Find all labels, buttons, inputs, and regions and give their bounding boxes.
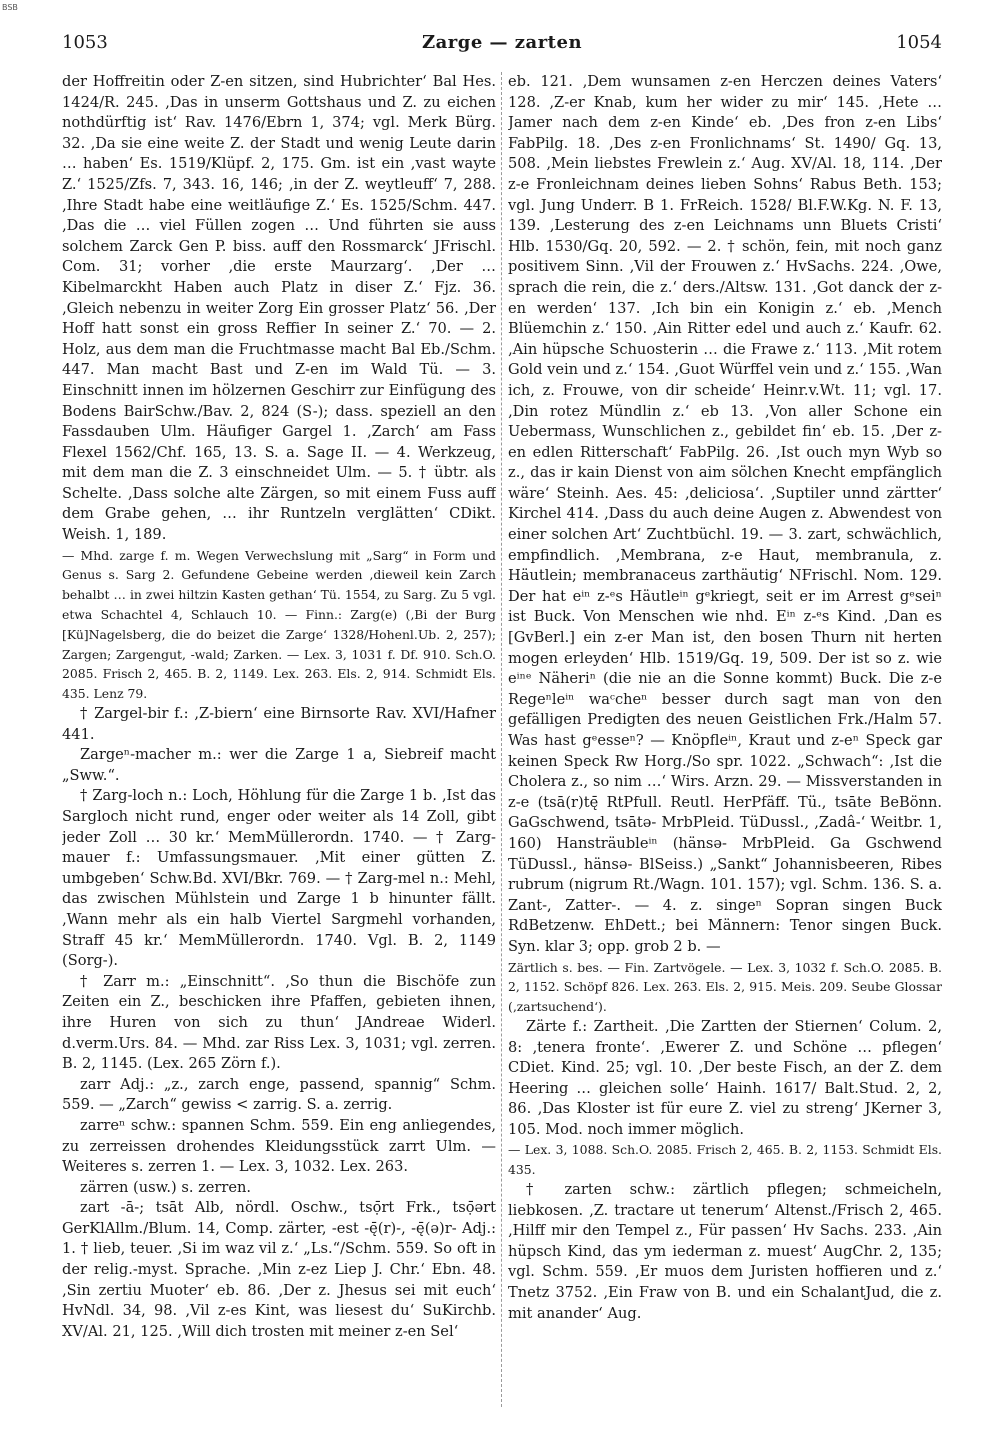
column-divider	[501, 72, 502, 1407]
etymology-note-zart: Zärtlich s. bes. — Fin. Zartvögele. — Lex. 3, 1032 f. Sch.O. 2085. B. 2, 1152. Schöpf 826. Lex. 263. Els. 2, 915. Meis. 209. Seube Glossar (‚zartsuchend‘).	[508, 959, 942, 1015]
entry-zargen-macher: Zargeⁿ-macher m.: wer die Zarge 1 a, Siebreif macht „Sww.“.	[62, 746, 496, 784]
entry-zarg-loch: † Zarg-loch n.: Loch, Höhlung für die Zarge 1 b. ‚Ist das Sargloch nicht rund, enger oder weiter als 14 Zoll, gibt jeder Zoll … 30 kr.‘ MemMüllerordn. 1740. — † Zarg-mauer f.: Umfassungsmauer. ‚Mit einer gütten Z. umbgeben‘ Schw.Bd. XVI/Bkr. 769. — † Zarg-mel n.: Mehl, das zwischen Mühlstein und Zarge 1 b hinunter fällt. ‚Wann mehr als ein halb Viertel Sargmehl vorhanden, Straff 45 kr.‘ MemMüllerordn. 1740. Vgl. B. 2, 1149 (Sorg-).	[62, 787, 496, 970]
entry-zarr-noun: † Zarr m.: „Einschnitt“. ‚So thun die Bischöfe zun Zeiten ein Z., beschicken ihre Pfaffen, gebieten ihnen, ihre Huren von sich zu thun‘ JAndreae Widerl. d.verm.Urs. 84. — Mhd. zar Riss Lex. 3, 1031; vgl. zerren. B. 2, 1145. (Lex. 265 Zörn f.).	[62, 972, 496, 1073]
right-column	[508, 72, 942, 1412]
entry-zaerren: zärren (usw.) s. zerren.	[80, 1178, 252, 1196]
entry-zargel-bir: † Zargel-bir f.: ‚Z-biern‘ eine Birnsorte Rav. XVI/Hafner 441.	[62, 705, 496, 743]
entry-zarge-continued: der Hoffreitin oder Z-en sitzen, sind Hubrichter‘ Bal Hes. 1424/R. 245. ‚Das in unserm Gottshaus und Z. zu eichen nothdürftig ist‘ Rav. 1476/Ebrn 1, 374; vgl. Merk Bürg. 32. ‚Da sie eine weite Z. der Stadt und wenig Leute darin … haben‘ Es. 1519/Klüpf. 2, 175. Gm. ist ein ‚vast wayte Z.‘ 1525/Zfs. 7, 343. 16, 146; ‚in der Z. weytleuff‘ 7, 288. ‚Ihre Stadt habe eine weitläufige Z.‘ Es. 1525/Schm. 447. ‚Das die … viel Füllen zogen … Und führten sie auss solchem Zarck Gen P. biss. auff den Rossmarck‘ JFrischl. Com. 31; vorher ‚die erste Maurzarg‘. ‚Der … Kibelmarckht Haben auch Platz in diser Z.‘ Fjz. 36. ‚Gleich nebenzu in weiter Zorg Ein grosser Platz‘ 56. ‚Der Hoff hatt sonst ein gross Reffier In seiner Z.‘ 70. — 2. Holz, aus dem man die Fruchtmasse macht Bal Eb./Schm. 447. Man macht Bast und Z-en im Wald Tü. — 3. Einschnitt innen im hölzernen Geschirr zur Einfügung des Bodens BairSchw./Bav. 2, 824 (S-); dass. speziell an den Fassdauben Ulm. Häufiger Gargel 1. ‚Zarch‘ am Fass Flexel 1562/Chf. 165, 13. S. a. Sage II. — 4. Werkzeug, mit dem man die Z. 3 einschneidet Ulm. — 5. † übtr. als Schelte. ‚Dass solche alte Zärgen, so mit einem Fuss auff dem Grabe gehen, … ihr Runtzeln verglätten‘ CDikt. Weish. 1, 189.	[62, 73, 496, 544]
entry-zart: zart -ā-; tsāt Alb, nördl. Oschw., tsọ̄rt Frk., tsọ̄ərt GerKlAllm./Blum. 14, Comp. zärter, -est -ę̄(r)-, -ę̄(ə)r- Adj.: 1. † lieb, teuer. ‚Si im waz vil z.‘ „Ls.“/Schm. 559. So oft in der relig.-myst. Sprache. ‚Min z-ez Liep J. Chr.‘ Ebn. 48. ‚Sin zertiu Muoter‘ eb. 86. ‚Der z. Jhesus sei mit euch‘ HvNdl. 34, 98. ‚Vil z-es Kint, was liesest du‘ SuKirchb. XV/Al. 21, 125. ‚Will dich trosten mit meiner z-en Sel‘	[62, 1199, 496, 1340]
left-column	[62, 72, 496, 1412]
entry-zart-continued: eb. 121. ‚Dem wunsamen z-en Herczen deines Vaters‘ 128. ‚Z-er Knab, kum her wider zu mir‘ 145. ‚Hete … Jamer nach dem z-en Kinde‘ eb. ‚Des fron z-en Libs‘ FabPilg. 18. ‚Des z-en Fronlichnams‘ St. 1490/ Gq. 13, 508. ‚Mein liebstes Frewlein z.‘ Aug. XV/Al. 18, 114. ‚Der z-e Fronleichnam deines lieben Sohns‘ Rabus Beth. 153; vgl. Jung Underr. B 1. FrReich. 1528/ Bl.F.W.Kg. N. F. 13, 139. ‚Lesterung des z-en Leichnams unn Bluets Cristi‘ Hlb. 1530/Gq. 20, 592. — 2. † schön, fein, mit noch ganz positivem Sinn. ‚Vil der Frouwen z.‘ HvSachs. 224. ‚Owe, sprach die rein, die z.‘ ders./Altsw. 131. ‚Got danck der z-en werden‘ 137. ‚Ich bin ein Konigin z.‘ eb. ‚Mench Blüemchin z.‘ 150. ‚Ain Ritter edel und auch z.‘ Kaufr. 62. ‚Ain hüpsche Schuosterin … die Frawe z.‘ 113. ‚Mit rotem Gold vein und z.‘ 154. ‚Guot Würffel vein und z.‘ 155. ‚Wan ich, z. Frouwe, von dir scheide‘ Heinr.v.Wt. 11; vgl. 17. ‚Din rotez Mündlin z.‘ eb 13. ‚Von aller Schone ein Uebermass, Wunschlichen z., gebildet fin‘ eb. 15. ‚Der z-en edlen Ritterschaft‘ FabPilg. 26. ‚Ist ouch myn Wyb so z., das ir kain Dienst von aim sölchen Knecht empfänglich wäre‘ Steinh. Aes. 45: ‚deliciosa‘. ‚Suptiler unnd zärtter‘ Kirchel 414. ‚Dass du auch deine Augen z. Abwendest von einer solchen Art‘ Zuchtbüchl. 19. — 3. zart, schwächlich, empfindlich. ‚Membrana, z-e Haut, membranula, z. Häutlein; membranaceus zarthäutig‘ NFrischl. Nom. 129. Der hat eⁱⁿ z-ᵉs Häutleⁱⁿ gᵉkriegt, seit er im Arrest gᵉseiⁿ ist Buck. Von Menschen wie nhd. Eⁱⁿ z-ᵉs Kind. ‚Dan es [GvBerl.] ein z-er Man ist, den bosen Thurn nit herten mogen erleyden‘ Hlb. 1519/Gq. 19, 509. Der ist so z. wie eⁱⁿᵉ Näheriⁿ (die nie an die Sonne kommt) Buck. Die z-e Regeⁿleⁱⁿ waᶜcheⁿ besser durch sagt man von den gefälligen Predigten des neuen Geistlichen Frk./Halm 57. Was hast gᵉesseⁿ? — Knöpfleⁱⁿ, Kraut und z-eⁿ Speck gar keinen Speck Rw Horg./So spr. 1022. „Schwach“: ‚Ist die Cholera z., so nim …‘ Wirs. Arzn. 29. — Missverstanden in z-e (tsā(r)tę̄ RtPfull. Reutl. HerPfäff. Tü., tsāte BeBönn. GaGschwend, tsātə- MrbPleid. TüDussl., ‚Zadâ-‘ Weitbr. 1, 160) Hansträubleⁱⁿ (hänsə- MrbPleid. Ga Gschwend TüDussl., hänsə- BlSeiss.) „Sankt“ Johannisbeeren, Ribes rubrum (nigrum Rt./Wagn. 101. 157); vgl. Schm. 136. S. a. Zant-, Zatter-. — 4. z. singeⁿ Sopran singen Buck RdBetzenw. EhDett.; bei Männern: Tenor singen Buck. Syn. klar 3; opp. grob 2 b. —	[508, 73, 942, 955]
page-number-left: 1053	[62, 32, 108, 53]
entry-zarten: † zarten schw.: zärtlich pflegen; schmeicheln, liebkosen. ‚Z. tractare ut tenerum‘ Altenst./Frisch 2, 465. ‚Hilff mir den Tempel z., Für passen‘ Hv Sachs. 233. ‚Ain hüpsch Kind, das ym iederman z. muest‘ AugChr. 2, 135; vgl. Schm. 559. ‚Er muos dem Juristen hoffieren und z.‘ Tnetz 3752. ‚Ein Fraw von B. und ein SchalantJud, die z. mit anander‘ Aug.	[508, 1181, 942, 1322]
etymology-note-zaerte: — Lex. 3, 1088. Sch.O. 2085. Frisch 2, 465. B. 2, 1153. Schmidt Els. 435.	[508, 1142, 942, 1178]
etymology-note-zarge: — Mhd. zarge f. m. Wegen Verwechslung mit „Sarg“ in Form und Genus s. Sarg 2. Gefundene Gebeine werden ‚dieweil kein Zarch behalbt … in zwei hiltzin Kasten gethan‘ Tü. 1554, zu Sarg. Zu 5 vgl. etwa Schachtel 4, Schlauch 10. — Finn.: Zarg(e) (‚Bi der Burg [Kü]Nagelsberg, die do beizet die Zarge‘ 1328/Hohenl.Ub. 2, 257); Zargen; Zargengut, -wald; Zarken. — Lex. 3, 1031 f. Df. 910. Sch.O. 2085. Frisch 2, 465. B. 2, 1149. Lex. 263. Els. 2, 914. Schmidt Els. 435. Lenz 79.	[62, 547, 496, 702]
running-title: Zarge — zarten	[421, 32, 583, 53]
entry-zarr-adj: zarr Adj.: „z., zarch enge, passend, spannig“ Schm. 559. — „Zarch“ gewiss < zarrig. S. a. zerrig.	[62, 1075, 496, 1114]
library-stamp: BSB	[2, 3, 18, 12]
entry-zarren: zarreⁿ schw.: spannen Schm. 559. Ein eng anliegendes, zu zerreissen drohendes Kleidungsstück zarrt Ulm. — Weiteres s. zerren 1. — Lex. 3, 1032. Lex. 263.	[62, 1116, 496, 1176]
entry-zaerte: Zärte f.: Zartheit. ‚Die Zartten der Stiernen‘ Colum. 2, 8: ‚tenera fronte‘. ‚Ewerer Z. und Schöne … pflegen‘ CDiet. Kind. 25; vgl. 10. ‚Der beste Fisch, an der Z. dem Heering … gleichen solle‘ Hainh. 1617/ Balt.Stud. 2, 2, 86. ‚Das Kloster ist für eure Z. viel zu streng‘ JKerner 3, 105. Mod. noch immer möglich.	[508, 1017, 942, 1138]
page-header	[62, 28, 942, 58]
page-number-right: 1054	[896, 32, 942, 53]
